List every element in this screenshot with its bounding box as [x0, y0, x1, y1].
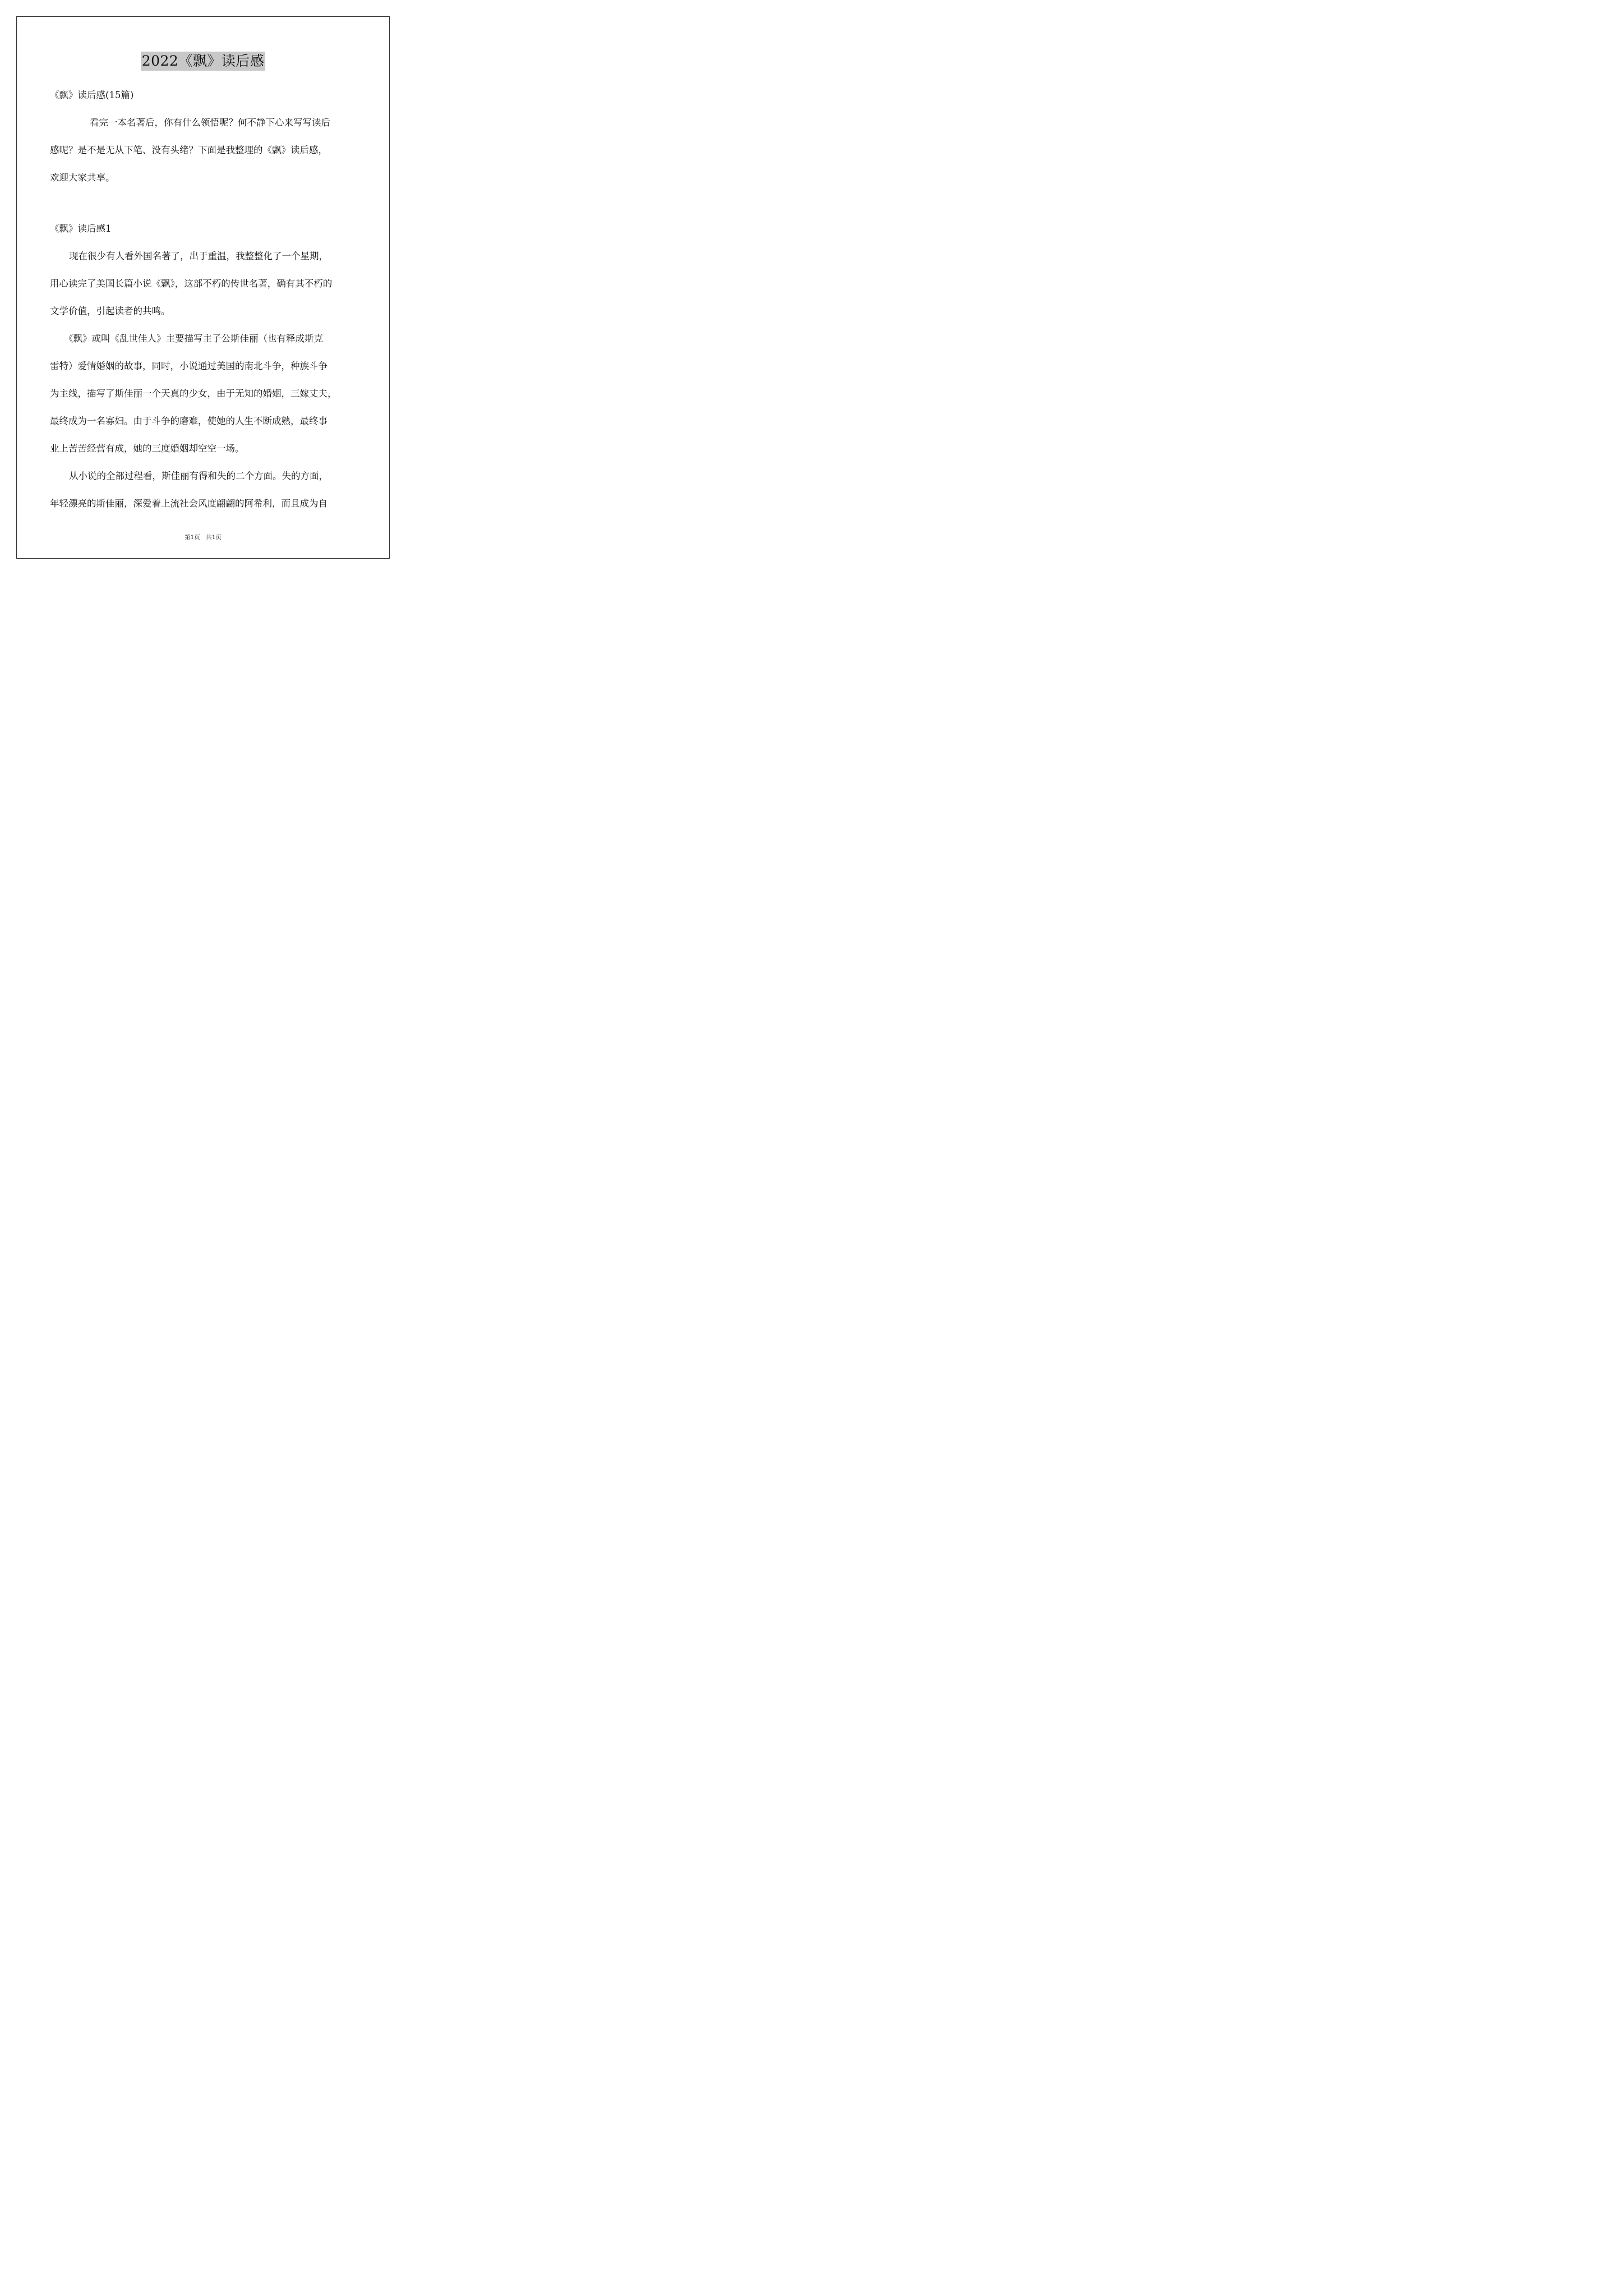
paragraph-line: 年轻漂亮的斯佳丽，深爱着上流社会风度翩翩的阿希利，而且成为自: [50, 498, 328, 509]
paragraph-line: 文学价值，引起读者的共鸣。: [50, 306, 170, 316]
document-title: 2022《飘》读后感: [141, 52, 266, 71]
paragraph-line: 业上苦苦经营有成，她的三度婚姻却空空一场。: [50, 443, 245, 454]
paragraph-line: 现在很少有人看外国名著了，出于重温，我整整化了一个星期，: [69, 251, 328, 261]
paragraph-line: 最终成为一名寡妇。由于斗争的磨难，使她的人生不断成熟，最终事: [50, 416, 328, 426]
title-container: [0, 52, 406, 71]
intro-line: 看完一本名著后，你有什么领悟呢？何不静下心来写写读后: [90, 117, 330, 128]
intro-line: 感呢？是不是无从下笔、没有头绪？下面是我整理的《飘》读后感，: [50, 145, 328, 155]
section-heading: 《飘》读后感1: [50, 223, 112, 234]
page-footer: 第1页 共1页: [185, 534, 222, 541]
paragraph-line: 雷特）爱情婚姻的故事，同时，小说通过美国的南北斗争，种族斗争: [50, 361, 328, 371]
paragraph-line: 《飘》或叫《乱世佳人》主要描写主子公斯佳丽（也有释成斯克: [64, 333, 323, 344]
paragraph-line: 用心读完了美国长篇小说《飘》，这部不朽的传世名著，确有其不朽的: [50, 278, 333, 289]
paragraph-line: 为主线，描写了斯佳丽一个天真的少女，由于无知的婚姻，三嫁丈夫，: [50, 388, 337, 399]
paragraph-line: 从小说的全部过程看，斯佳丽有得和失的二个方面。失的方面，: [69, 471, 328, 481]
document-subtitle: 《飘》读后感(15篇): [50, 90, 134, 100]
intro-line: 欢迎大家共享。: [50, 172, 115, 183]
